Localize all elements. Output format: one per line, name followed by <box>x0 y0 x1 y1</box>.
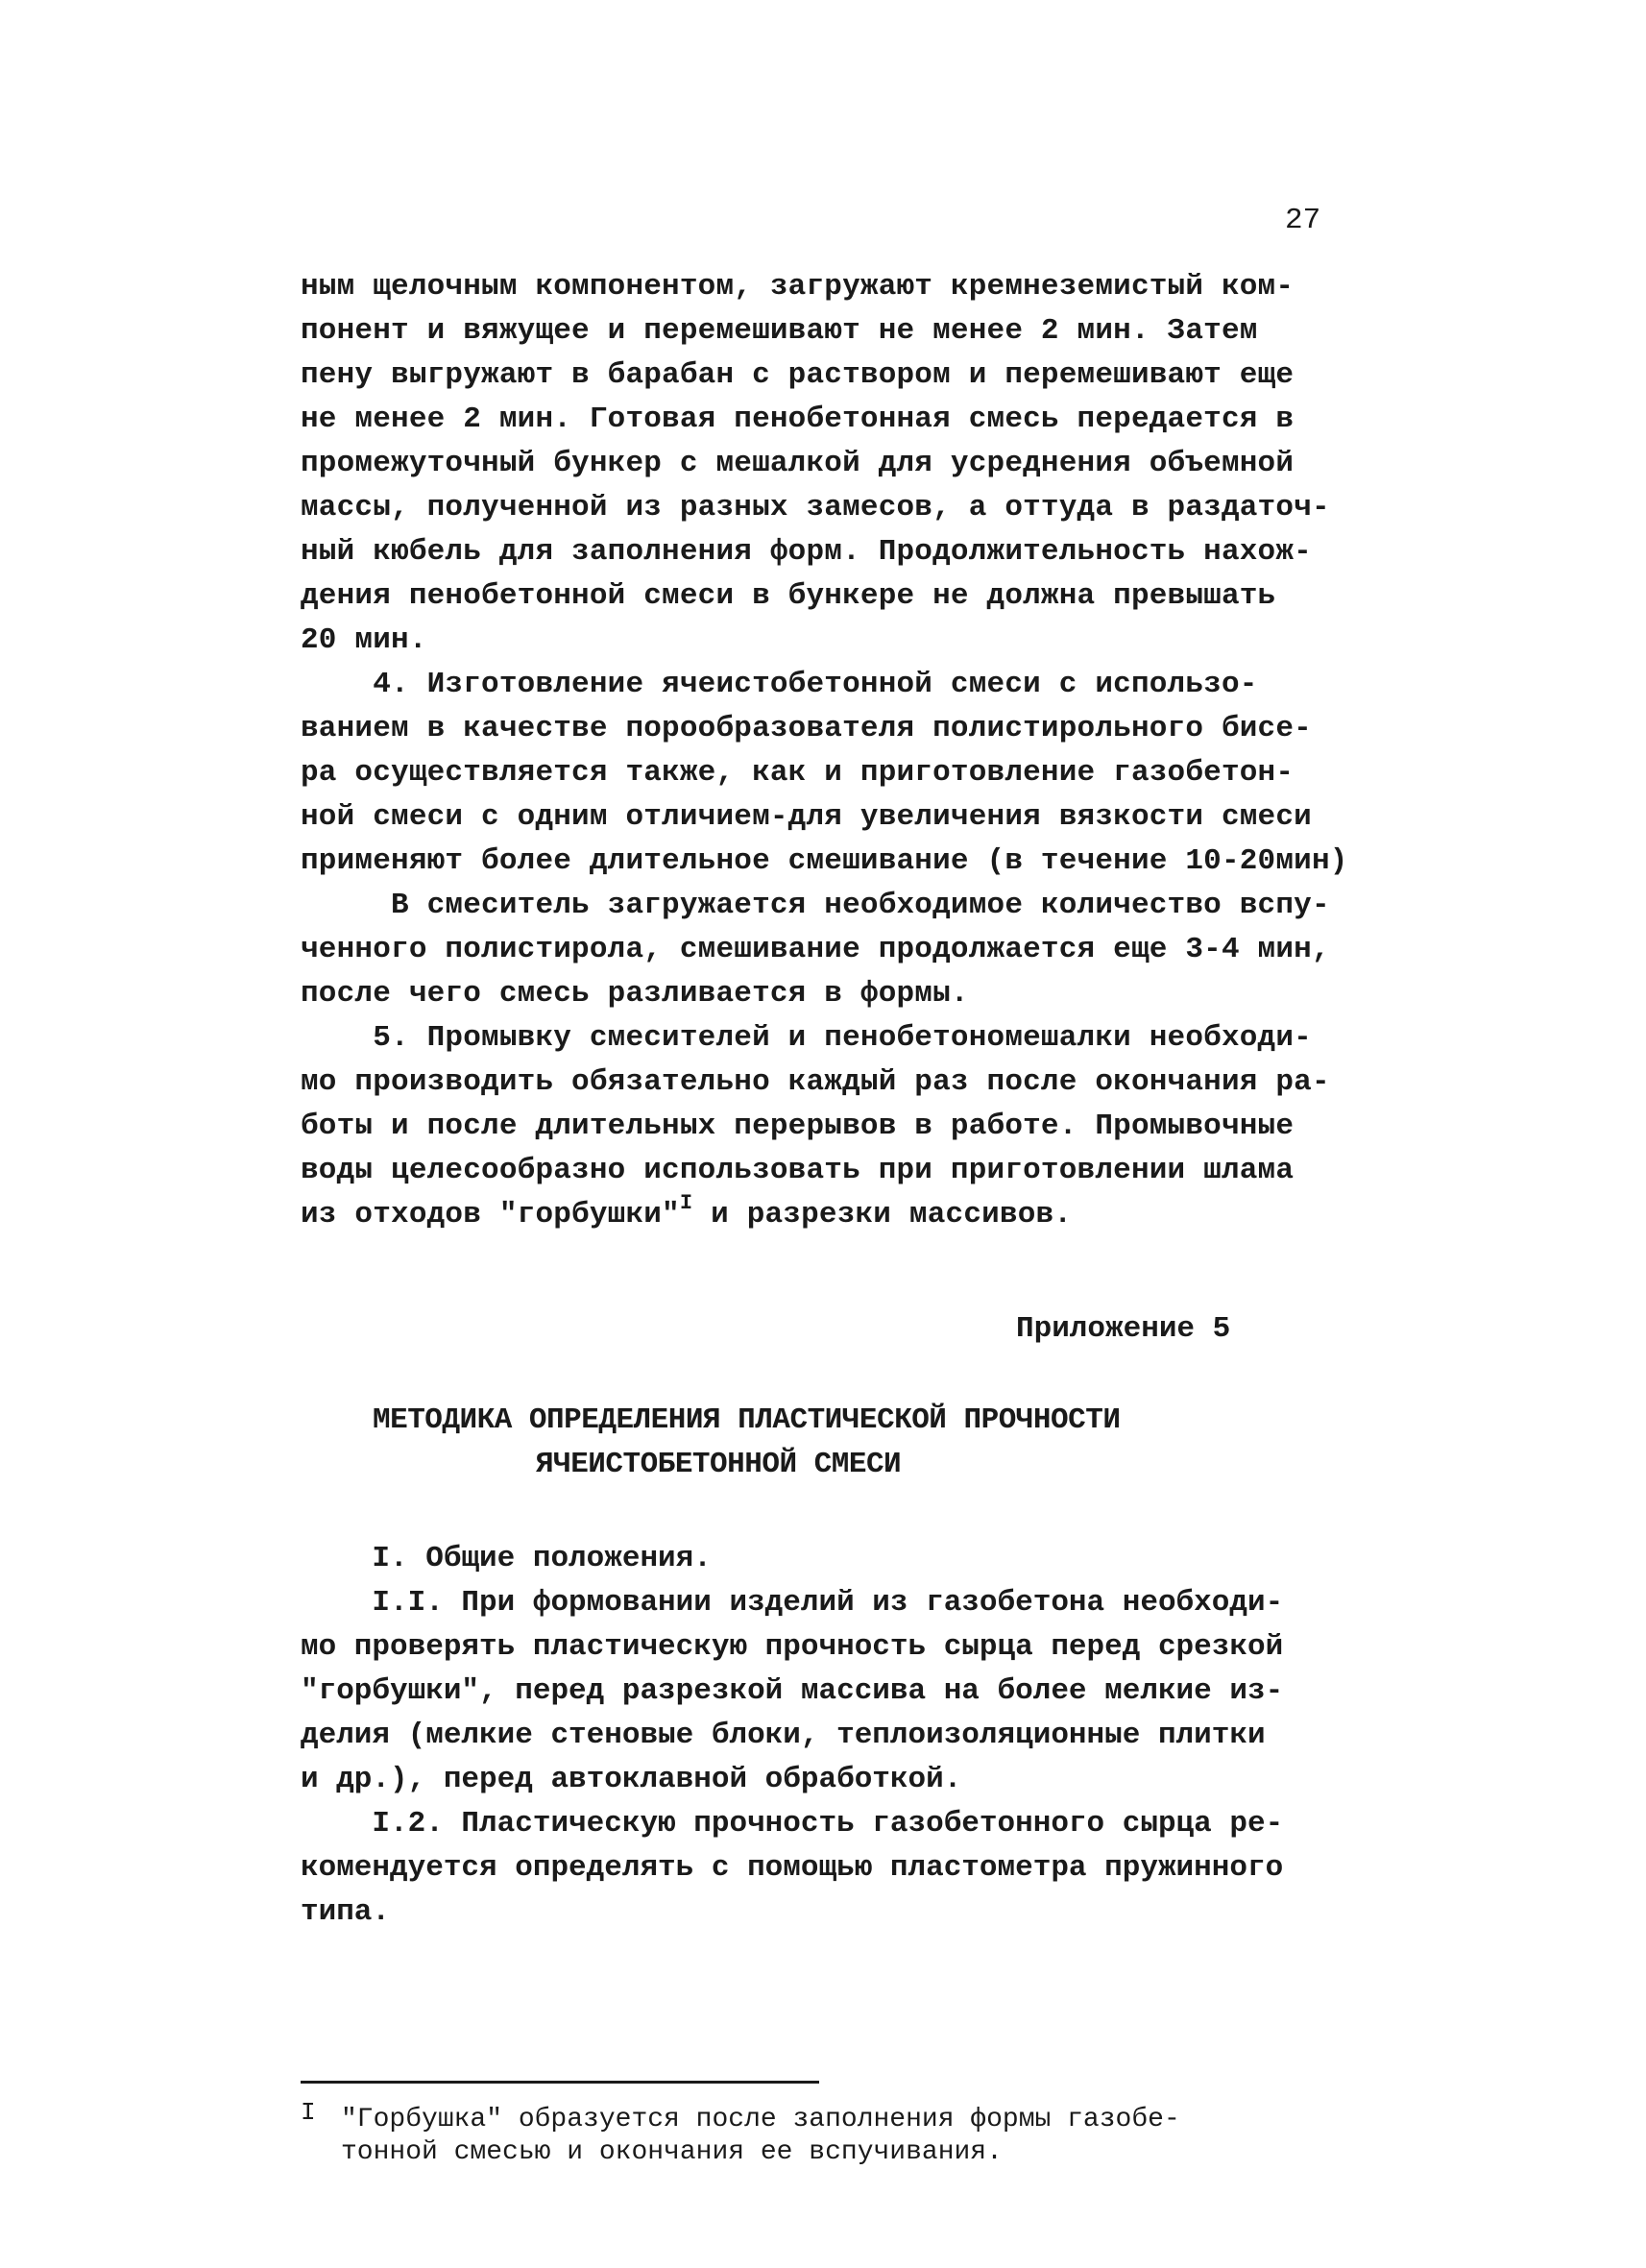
main-text <box>301 265 1386 1237</box>
page-number: 27 <box>1285 204 1321 237</box>
subsection-title: I. Общие положения. <box>301 1542 712 1575</box>
text-line: I.2. Пластическую прочность газобетонного сырца ре- <box>301 1807 1284 1841</box>
footnote <box>301 2098 1386 2169</box>
text-line: массы, полученной из разных замесов, а оттуда в раздаточ- <box>301 491 1330 524</box>
text-line: применяют более длительное смешивание (в течение 10-20мин) <box>301 844 1348 878</box>
text-line: В смеситель загружается необходимое количество вспу- <box>301 889 1330 922</box>
text-line: ра осуществляется также, как и приготовление газобетон- <box>301 756 1295 790</box>
text-line: ный кюбель для заполнения форм. Продолжительность нахож- <box>301 535 1312 569</box>
section-text <box>301 1537 1386 1935</box>
text-line: ванием в качестве порообразователя полистирольного бисе- <box>301 712 1312 745</box>
text-line: мо производить обязательно каждый раз после окончания ра- <box>301 1065 1330 1099</box>
footnote-line: "Горбушка" образуется после заполнения формы газобе- <box>341 2105 1180 2134</box>
text-segment: из отходов "горбушки" <box>301 1198 680 1232</box>
text-line: ным щелочным компонентом, загружают кремнеземистый ком- <box>301 270 1295 304</box>
text-line: понент и вяжущее и перемешивают не менее 2 мин. Затем <box>301 314 1258 348</box>
text-line: 5. Промывку смесителей и пенобетономешалки необходи- <box>301 1021 1312 1055</box>
text-line: 4. Изготовление ячеистобетонной смеси с использо- <box>301 668 1258 701</box>
footnote-reference: I <box>679 1191 693 1215</box>
section-heading <box>373 1399 1237 1487</box>
text-line: 20 мин. <box>301 623 427 657</box>
footnote-mark: I <box>301 2098 316 2127</box>
text-line: ной смеси с одним отличием-для увеличения вязкости смеси <box>301 800 1312 834</box>
text-line: ченного полистирола, смешивание продолжается еще 3-4 мин, <box>301 933 1330 966</box>
text-line: дения пенобетонной смеси в бункере не должна превышать <box>301 579 1276 613</box>
text-line: боты и после длительных перерывов в работе. Промывочные <box>301 1110 1295 1143</box>
heading-line-1: МЕТОДИКА ОПРЕДЕЛЕНИЯ ПЛАСТИЧЕСКОЙ ПРОЧНОСТИ <box>373 1403 1121 1437</box>
footnote-line: тонной смесью и окончания ее вспучивания. <box>341 2137 1003 2167</box>
text-line: типа. <box>301 1895 391 1929</box>
text-line: после чего смесь разливается в формы. <box>301 977 969 1011</box>
text-line-with-footnote-ref <box>301 1193 1386 1237</box>
text-segment: и разрезки массивов. <box>692 1198 1073 1232</box>
text-line: и др.), перед автоклавной обработкой. <box>301 1763 962 1796</box>
footnote-divider <box>301 2081 819 2084</box>
text-line: промежуточный бункер с мешалкой для усреднения объемной <box>301 447 1295 480</box>
heading-line-2: ЯЧЕИСТОБЕТОННОЙ СМЕСИ <box>536 1448 902 1481</box>
text-line: не менее 2 мин. Готовая пенобетонная смесь передается в <box>301 402 1295 436</box>
text-line: мо проверять пластическую прочность сырца перед срезкой <box>301 1630 1284 1664</box>
text-line: комендуется определять с помощью пластометра пружинного <box>301 1851 1284 1885</box>
text-line: воды целесообразно использовать при приготовлении шлама <box>301 1154 1295 1187</box>
appendix-label: Приложение 5 <box>1016 1312 1231 1346</box>
text-line: I.I. При формовании изделий из газобетона необходи- <box>301 1586 1284 1620</box>
text-line: делия (мелкие стеновые блоки, теплоизоляционные плитки <box>301 1719 1266 1752</box>
text-line: пену выгружают в барабан с раствором и перемешивают еще <box>301 358 1295 392</box>
text-line: "горбушки", перед разрезкой массива на более мелкие из- <box>301 1674 1284 1708</box>
